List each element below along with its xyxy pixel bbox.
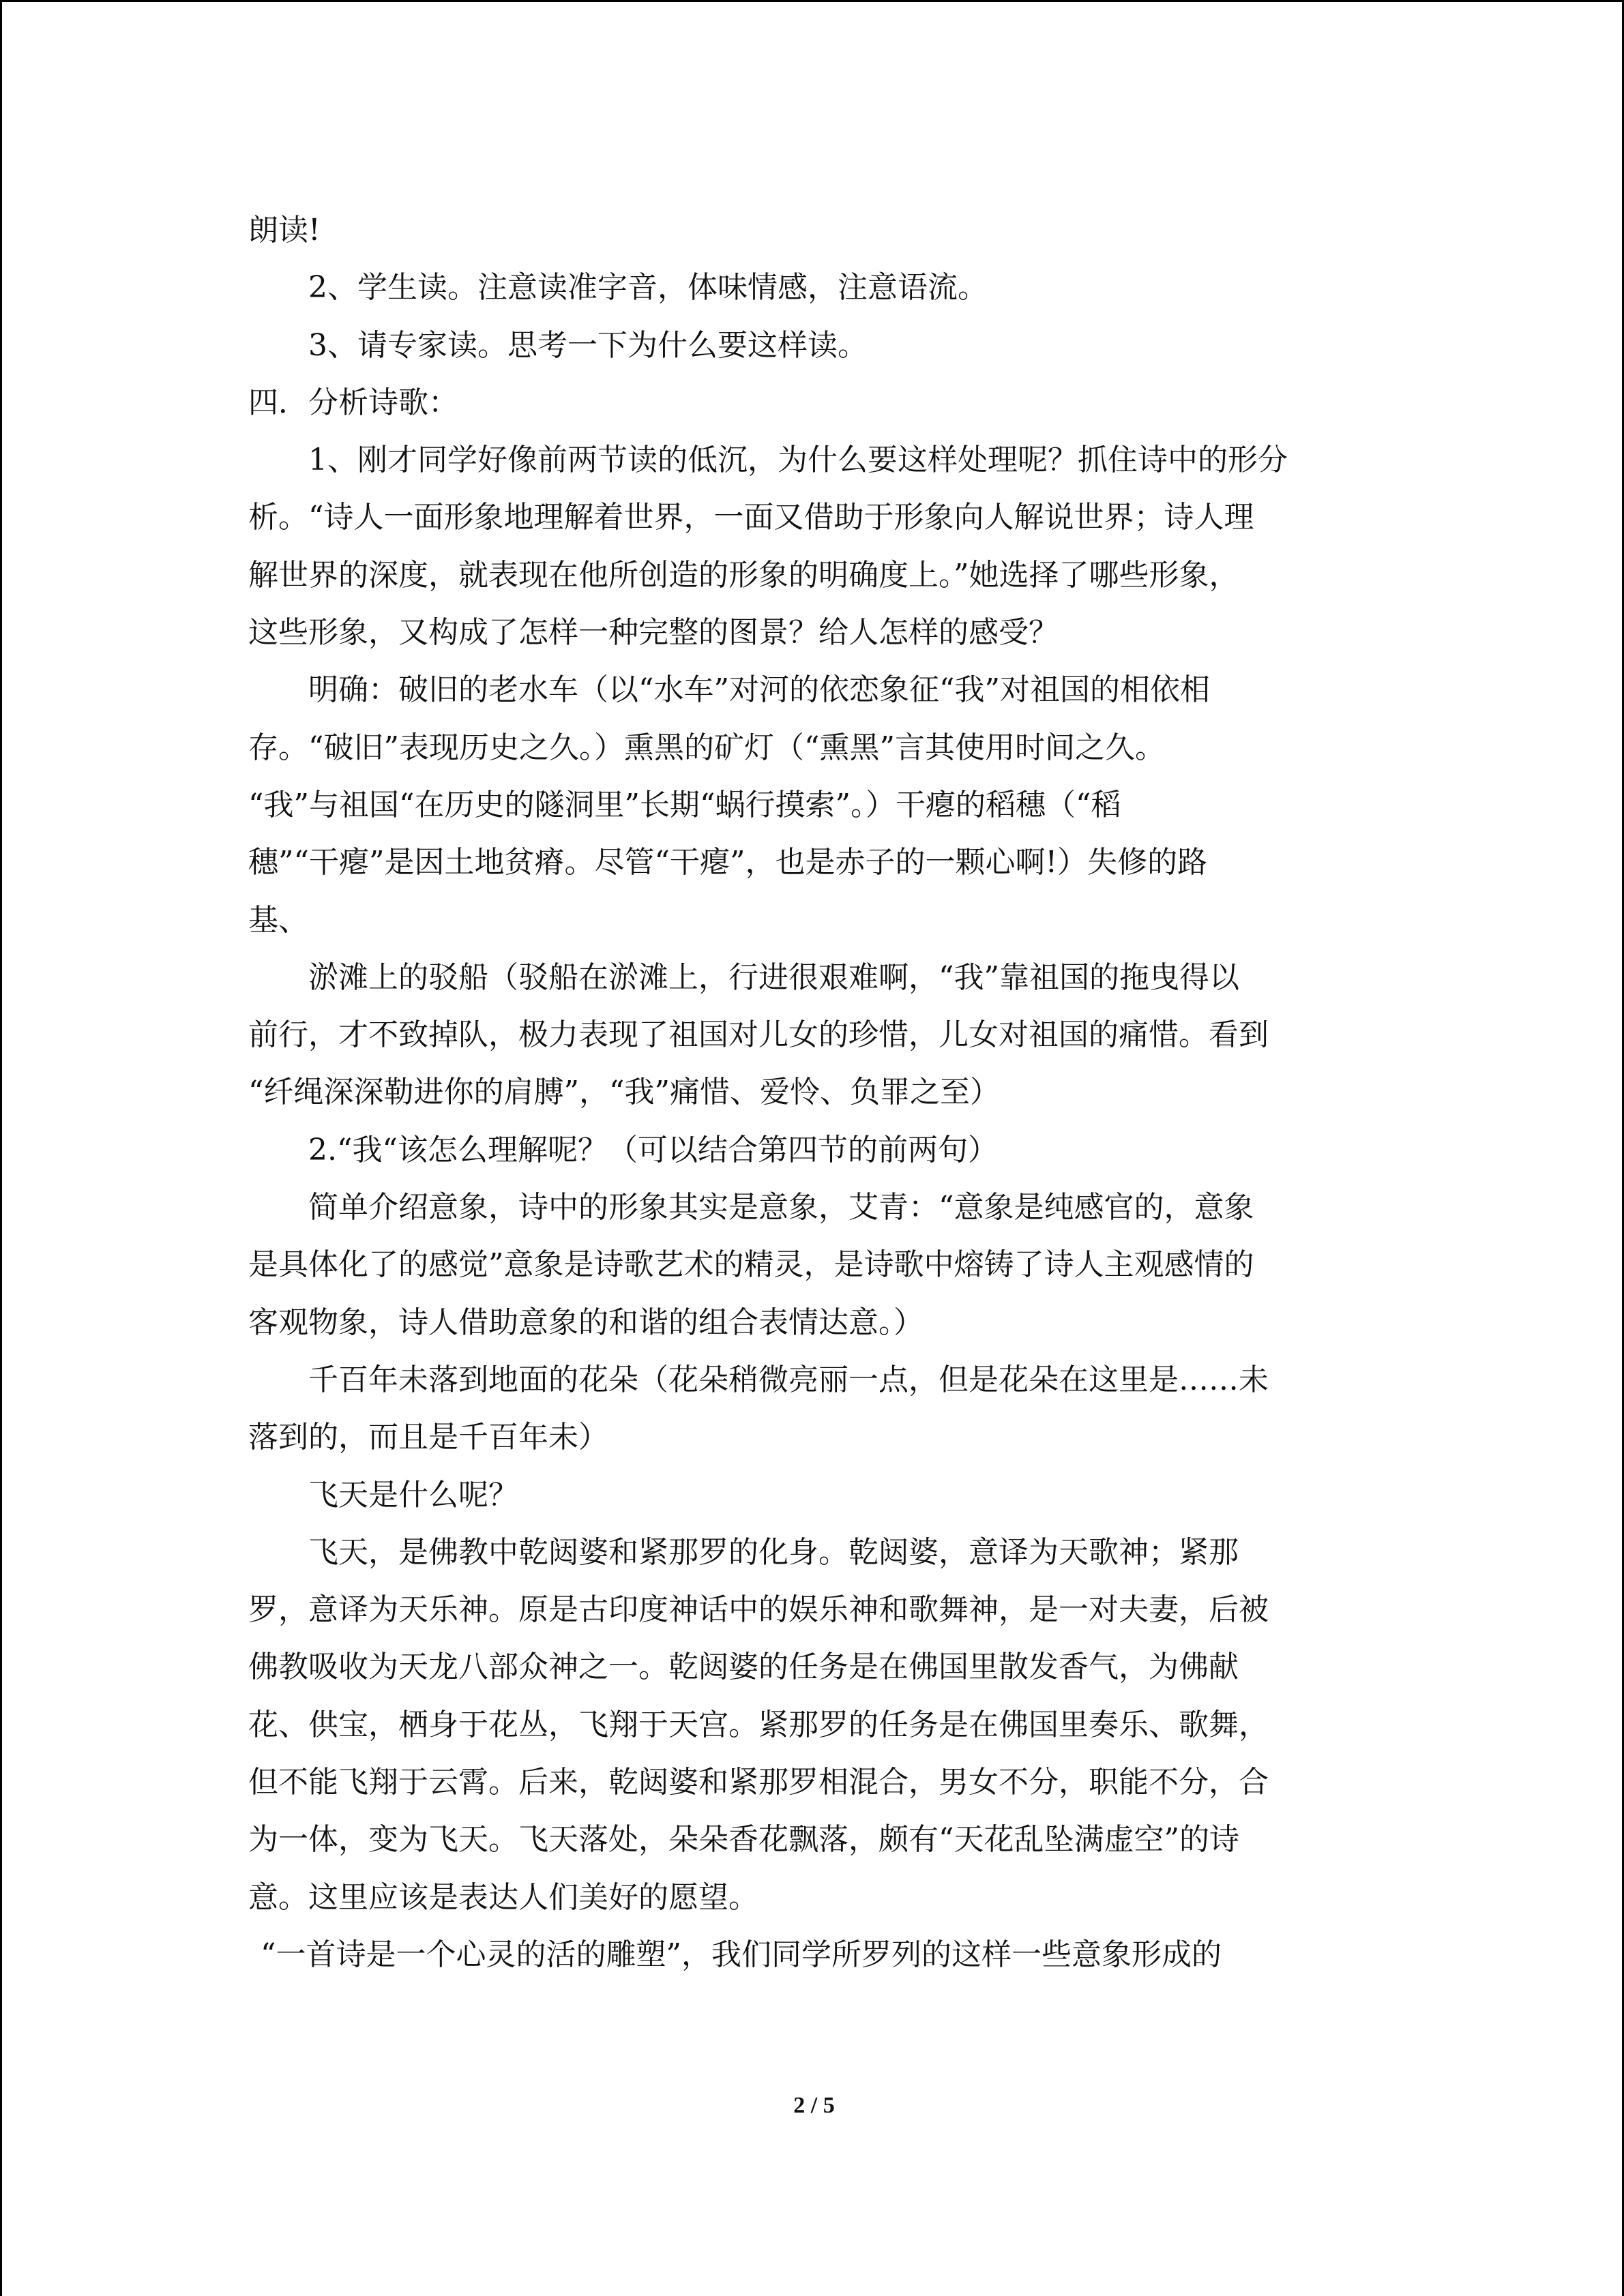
text-line: “一首诗是一个心灵的活的雕塑”，我们同学所罗列的这样一些意象形成的 [261, 1937, 1222, 1972]
text-line: 存。“破旧”表现历史之久。）熏黑的矿灯（“熏黑”言其使用时间之久。 [248, 730, 1165, 765]
document-body [248, 202, 1381, 1984]
text-line: 明确：破旧的老水车（以“水车”对河的依恋象征“我”对祖国的相依相 [308, 672, 1210, 708]
text-line: 2、学生读。注意读准字音，体味情感，注意语流。 [308, 270, 988, 305]
text-line: 但不能飞翔于云霄。后来，乾闼婆和紧那罗相混合，男女不分，职能不分，合 [248, 1765, 1269, 1800]
text-line: 这些形象，又构成了怎样一种完整的图景？给人怎样的感受？ [248, 615, 1059, 651]
text-line: “纤绳深深勒进你的肩膊”，“我”痛惜、爱怜、负罪之至） [248, 1075, 1000, 1110]
text-line: 穗”“干瘪”是因土地贫瘠。尽管“干瘪”，也是赤子的一颗心啊!）失修的路 [248, 845, 1208, 880]
text-line: 为一体，变为飞天。飞天落处，朵朵香花飘落，颇有“天花乱坠满虚空”的诗 [248, 1822, 1239, 1858]
text-line: 2.“我“该怎么理解呢？（可以结合第四节的前两句） [308, 1132, 998, 1167]
text-line: 前行，才不致掉队，极力表现了祖国对儿女的珍惜，儿女对祖国的痛惜。看到 [248, 1017, 1269, 1053]
text-line: 客观物象，诗人借助意象的和谐的组合表情达意。） [248, 1304, 924, 1340]
text-line: 析。“诗人一面形象地理解着世界，一面又借助于形象向人解说世界；诗人理 [248, 500, 1254, 535]
text-line: 朗读! [248, 213, 321, 248]
text-line: 1、刚才同学好像前两节读的低沉，为什么要这样处理呢？抓住诗中的形分 [308, 443, 1288, 478]
text-line: 千百年未落到地面的花朵（花朵稍微亮丽一点，但是花朵在这里是……未 [308, 1362, 1269, 1397]
text-line: “我”与祖国“在历史的隧洞里”长期“蜗行摸索”。）干瘪的稻穗（“稻 [248, 787, 1121, 822]
text-line: 是具体化了的感觉”意象是诗歌艺术的精灵，是诗歌中熔铸了诗人主观感情的 [248, 1247, 1254, 1283]
text-line: 基、 [248, 902, 308, 938]
text-line: 落到的，而且是千百年未） [248, 1420, 608, 1455]
text-line: 佛教吸收为天龙八部众神之一。乾闼婆的任务是在佛国里散发香气，为佛献 [248, 1650, 1239, 1685]
text-line: 解世界的深度，就表现在他所创造的形象的明确度上。”她选择了哪些形象， [248, 557, 1239, 593]
text-line: 淤滩上的驳船（驳船在淤滩上，行进很艰难啊，“我”靠祖国的拖曳得以 [308, 959, 1239, 995]
text-line: 意。这里应该是表达人们美好的愿望。 [248, 1879, 758, 1915]
section-heading: 四．分析诗歌： [248, 385, 458, 420]
text-line: 简单介绍意象，诗中的形象其实是意象，艾青：“意象是纯感官的，意象 [308, 1190, 1254, 1225]
text-line: 花、供宝，栖身于花丛，飞翔于天宫。紧那罗的任务是在佛国里奏乐、歌舞， [248, 1707, 1269, 1742]
page-number: 2 / 5 [793, 2093, 835, 2118]
text-line: 飞天，是佛教中乾闼婆和紧那罗的化身。乾闼婆，意译为天歌神；紧那 [308, 1534, 1239, 1570]
text-line: 罗，意译为天乐神。原是古印度神话中的娱乐神和歌舞神，是一对夫妻，后被 [248, 1592, 1269, 1628]
text-line: 3、请专家读。思考一下为什么要这样读。 [308, 327, 868, 363]
text-line: 飞天是什么呢？ [308, 1477, 518, 1512]
